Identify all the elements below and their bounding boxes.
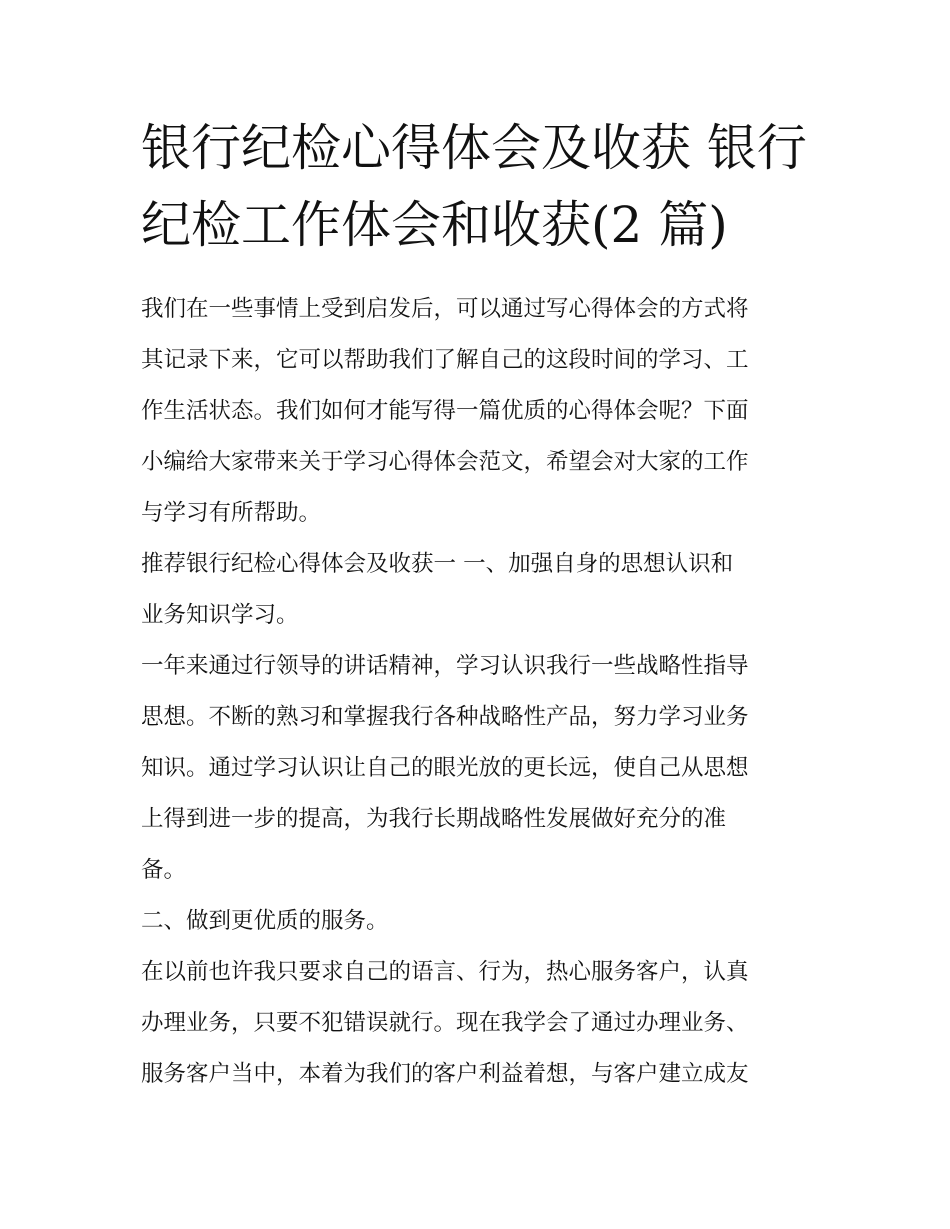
section-one-heading-paragraph xyxy=(141,539,821,641)
section-two-body-paragraph xyxy=(141,947,821,1100)
text-line: 推荐银行纪检心得体会及收获一 一、加强自身的思想认识和 xyxy=(141,551,734,577)
text-line: 备。 xyxy=(141,857,187,883)
text-line: 二、做到更优质的服务。 xyxy=(141,908,389,934)
document-content xyxy=(141,110,821,1100)
text-line: 与学习有所帮助。 xyxy=(141,500,322,526)
title-line: 银行纪检心得体会及收获 银行 xyxy=(141,119,807,177)
text-line: 我们在一些事情上受到启发后，可以通过写心得体会的方式将 xyxy=(141,296,749,322)
text-line: 服务客户当中，本着为我们的客户利益着想，与客户建立成友 xyxy=(141,1061,749,1087)
document-title xyxy=(141,110,821,264)
text-line: 一年来通过行领导的讲话精神，学习认识我行一些战略性指导 xyxy=(141,653,749,679)
text-line: 业务知识学习。 xyxy=(141,602,299,628)
text-line: 其记录下来，它可以帮助我们了解自己的这段时间的学习、工 xyxy=(141,347,749,373)
title-line: 纪检工作体会和收获(2 篇) xyxy=(141,196,728,254)
text-line: 作生活状态。我们如何才能写得一篇优质的心得体会呢？下面 xyxy=(141,398,749,424)
text-line: 上得到进一步的提高，为我行长期战略性发展做好充分的准 xyxy=(141,806,727,832)
section-two-heading xyxy=(141,896,821,947)
text-line: 在以前也许我只要求自己的语言、行为，热心服务客户，认真 xyxy=(141,959,749,985)
text-line: 思想。不断的熟习和掌握我行各种战略性产品，努力学习业务 xyxy=(141,704,749,730)
text-line: 办理业务，只要不犯错误就行。现在我学会了通过办理业务、 xyxy=(141,1010,749,1036)
text-line: 小编给大家带来关于学习心得体会范文，希望会对大家的工作 xyxy=(141,449,749,475)
text-line: 知识。通过学习认识让自己的眼光放的更长远，使自己从思想 xyxy=(141,755,749,781)
section-one-body-paragraph xyxy=(141,641,821,896)
intro-paragraph xyxy=(141,284,821,539)
